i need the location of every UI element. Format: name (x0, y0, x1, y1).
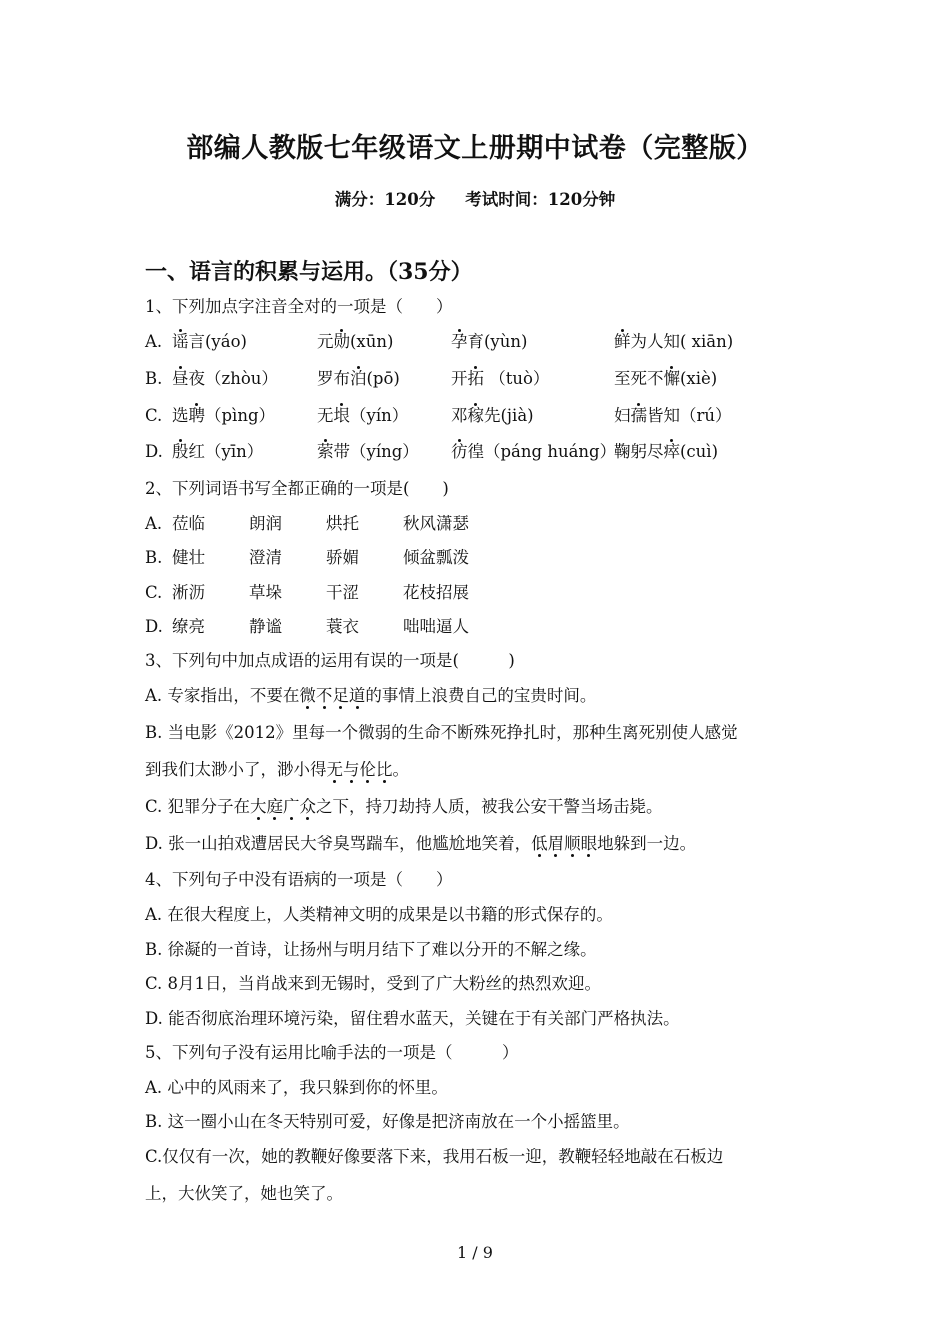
page-number: 1 / 9 (457, 1243, 493, 1262)
word-item: 莅临 (172, 514, 205, 533)
option-label: C. (145, 583, 163, 602)
word-item: 淅沥 (172, 583, 205, 602)
pinyin-item: 妇孺皆知（rú） (614, 406, 732, 425)
word-item: 澄清 (249, 548, 282, 567)
word-item: 静谧 (249, 617, 282, 636)
question-5-stem: 5、下列句子没有运用比喻手法的一项是（ ） (145, 1043, 519, 1062)
pinyin-item: 谣言(yáo) (172, 332, 247, 351)
word-item: 秋风潇瑟 (403, 514, 469, 533)
score-info (0, 186, 950, 210)
word-item: 蓑衣 (326, 617, 359, 636)
question-1-stem: 1、下列加点字注音全对的一项是（ ） (145, 297, 453, 316)
question-3-option-b-line1: B. 当电影《2012》里每一个微弱的生命不断殊死挣扎时，那种生离死别使人感觉 (145, 723, 738, 742)
question-5-option-a: A. 心中的风雨来了，我只躲到你的怀里。 (145, 1078, 448, 1097)
word-item: 烘托 (326, 514, 359, 533)
word-item: 咄咄逼人 (403, 617, 469, 636)
question-4-option-c: C. 8月1日，当肖战来到无锡时，受到了广大粉丝的热烈欢迎。 (145, 974, 602, 993)
pinyin-item: 彷徨（páng huáng） (451, 442, 617, 461)
pinyin-item: 殷红（yīn） (172, 442, 264, 461)
pinyin-item: 无垠（yín） (317, 406, 409, 425)
pinyin-item: 萦带（yíng） (317, 442, 419, 461)
pinyin-item: 邓稼先(jià) (451, 406, 534, 425)
pinyin-item: 孕育(yùn) (451, 332, 528, 351)
question-4-stem: 4、下列句子中没有语病的一项是（ ） (145, 870, 453, 889)
word-item: 骄媚 (326, 548, 359, 567)
word-item: 花枝招展 (403, 583, 469, 602)
dotted-idiom: 大庭广众 (250, 797, 317, 816)
pinyin-item: 鲜为人知( xiān) (614, 332, 734, 351)
pinyin-item: 元勋(xūn) (317, 332, 394, 351)
question-2-stem: 2、下列词语书写全都正确的一项是( ) (145, 479, 449, 498)
option-label: B. (145, 548, 163, 567)
word-item: 缭亮 (172, 617, 205, 636)
section-heading: 一、语言的积累与运用。（35分） (145, 259, 473, 285)
question-4-option-d: D. 能否彻底治理环境污染，留住碧水蓝天，关键在于有关部门严格执法。 (145, 1009, 680, 1028)
pinyin-item: 选聘（pìng） (172, 406, 276, 425)
option-label: A. (145, 332, 163, 351)
word-item: 干涩 (326, 583, 359, 602)
question-5-option-c-line2: 上，大伙笑了，她也笑了。 (145, 1184, 343, 1203)
option-label: B. (145, 369, 163, 388)
question-3-option-c: C. 犯罪分子在大庭广众之下，持刀劫持人质，被我公安干警当场击毙。 (145, 797, 663, 816)
question-4-option-b: B. 徐凝的一首诗，让扬州与明月结下了难以分开的不解之缘。 (145, 940, 597, 959)
word-item: 朗润 (249, 514, 282, 533)
option-label: D. (145, 617, 163, 636)
dotted-idiom: 低眉顺眼 (531, 834, 598, 853)
dotted-idiom: 微不足道 (299, 686, 366, 705)
word-item: 草垛 (249, 583, 282, 602)
pinyin-item: 昼夜（zhòu） (172, 369, 278, 388)
question-5-option-b: B. 这一圈小山在冬天特别可爱，好像是把济南放在一个小摇篮里。 (145, 1112, 630, 1131)
pinyin-item: 罗布泊(pō) (317, 369, 400, 388)
option-label: D. (145, 442, 163, 461)
dotted-idiom: 无与伦比 (326, 760, 393, 779)
page-title: 部编人教版七年级语文上册期中试卷（完整版） (186, 133, 764, 164)
exam-time: 考试时间：120分钟 (465, 190, 616, 209)
question-3-option-b-line2: 到我们太渺小了，渺小得无与伦比。 (145, 760, 409, 779)
full-score: 满分：120分 (334, 190, 436, 209)
question-3-option-d: D. 张一山拍戏遭居民大爷臭骂踹车，他尴尬地笑着，低眉顺眼地躲到一边。 (145, 834, 697, 853)
word-item: 倾盆瓢泼 (403, 548, 469, 567)
pinyin-item: 鞠躬尽瘁(cuì) (614, 442, 719, 461)
option-label: C. (145, 406, 163, 425)
word-item: 健壮 (172, 548, 205, 567)
question-5-option-c-line1: C.仅仅有一次，她的教鞭好像要落下来，我用石板一迎，教鞭轻轻地敲在石板边 (145, 1147, 724, 1166)
pinyin-item: 开拓 （tuò） (451, 369, 550, 388)
option-label: A. (145, 514, 163, 533)
question-4-option-a: A. 在很大程度上，人类精神文明的成果是以书籍的形式保存的。 (145, 905, 613, 924)
question-3-option-a: A. 专家指出，不要在微不足道的事情上浪费自己的宝贵时间。 (145, 686, 597, 705)
question-3-stem: 3、下列句中加点成语的运用有误的一项是( ) (145, 651, 515, 670)
pinyin-item: 至死不懈(xiè) (614, 369, 718, 388)
